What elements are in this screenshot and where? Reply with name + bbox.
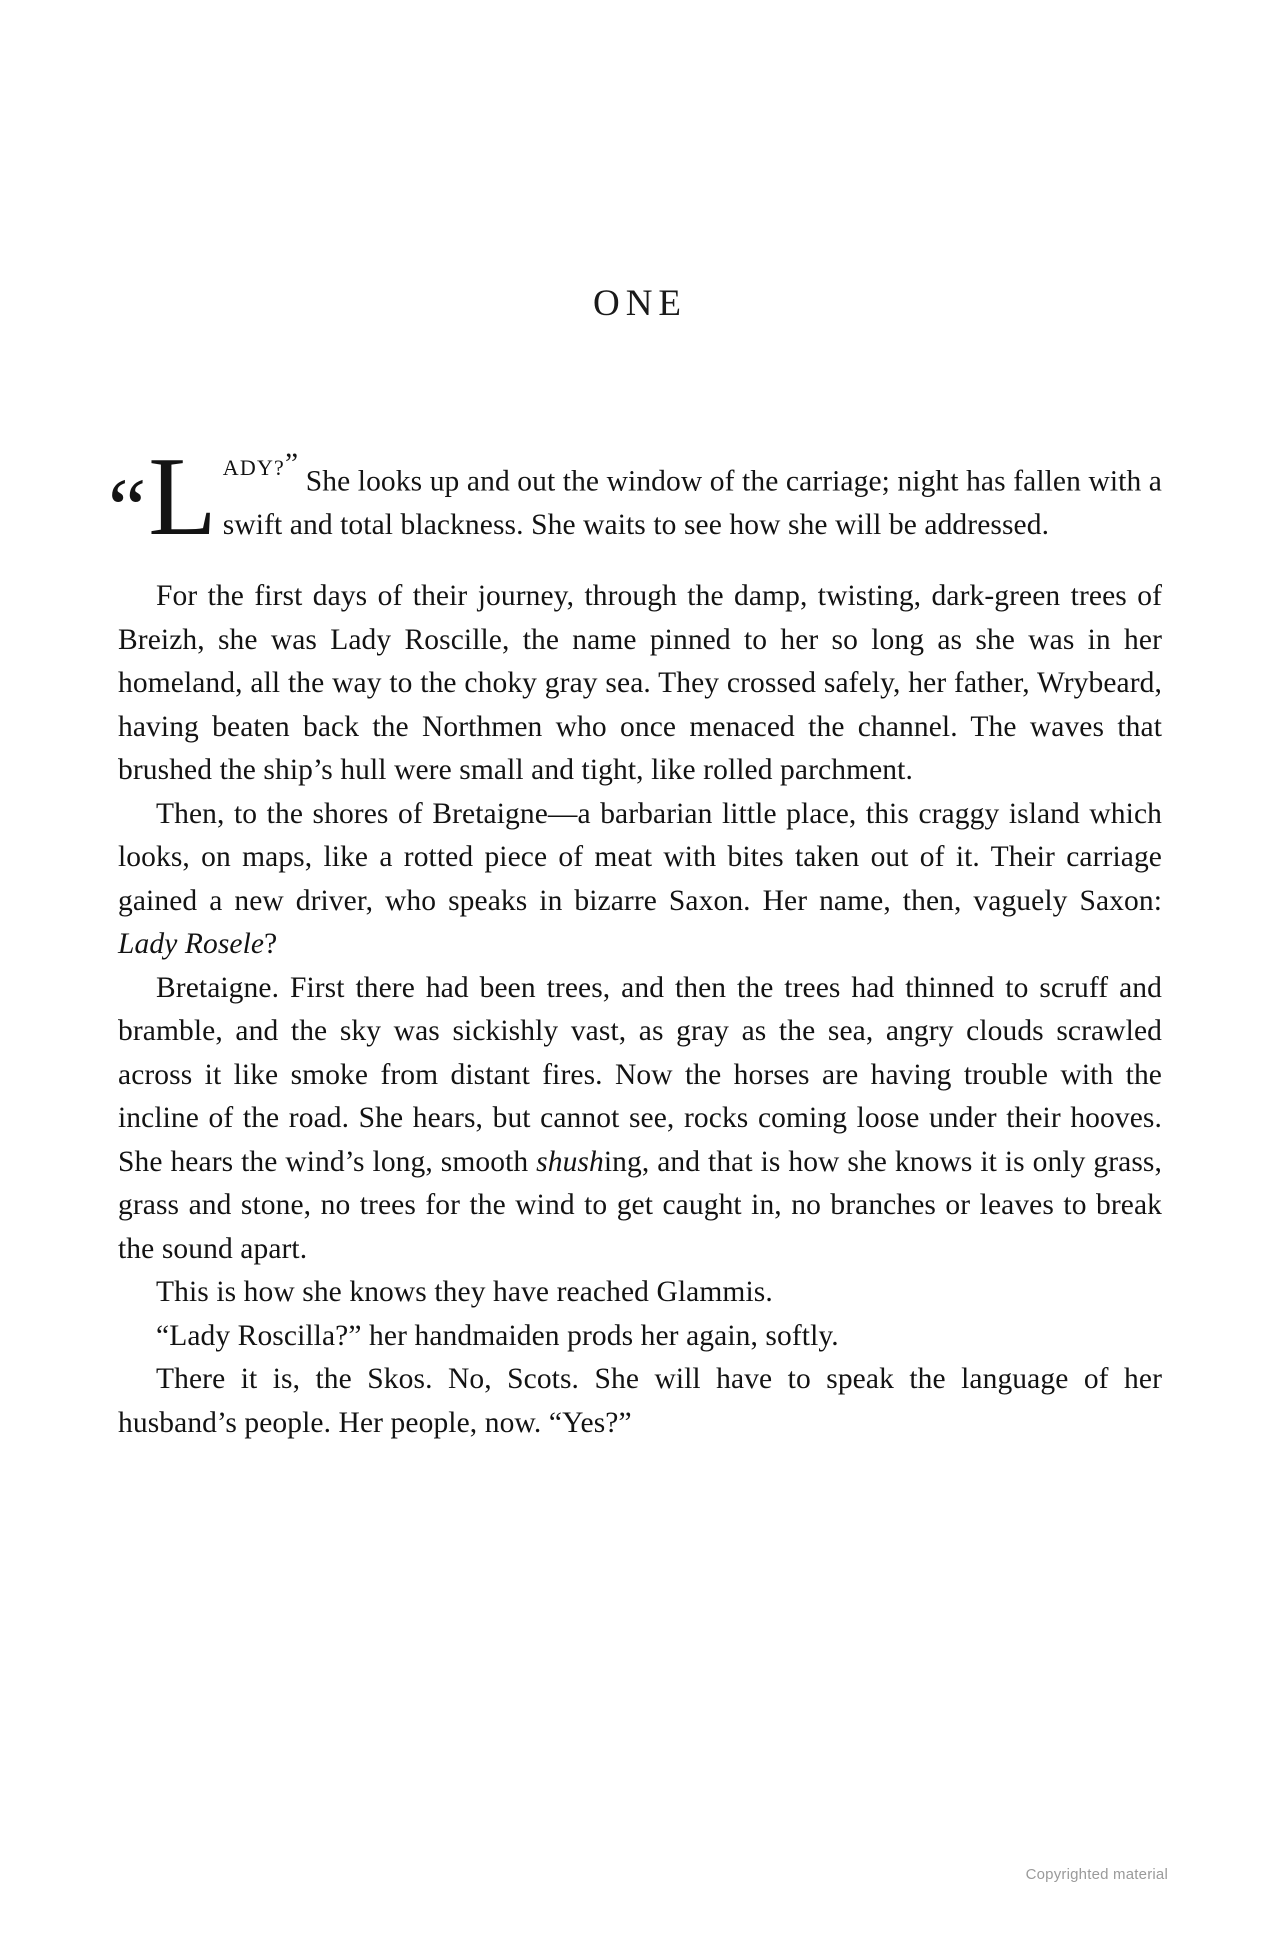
copyright-watermark: Copyrighted material bbox=[1025, 1866, 1168, 1883]
paragraph-text: Bretaigne. First there had been trees, and then the trees had thinned to scruff and bramble, and the sky was sickishly vast, as gray as the sea, angry clouds scrawled across it like smoke from distant fires. Now the horses are having trouble with the incline of the road. She hears, but cannot see, rocks coming loose under their hooves. She hears the wind’s long, smooth bbox=[118, 971, 1162, 1178]
paragraph-journey bbox=[118, 575, 1162, 793]
opening-paragraph-text: She looks up and out the window of the carriage; night has fallen with a swift and total blackness. She waits to see how she will be addressed. bbox=[222, 465, 1162, 542]
italic-word-shush: shush bbox=[536, 1145, 604, 1178]
paragraph-bretaigne-landscape bbox=[118, 967, 1162, 1272]
opening-quotation-mark: “ bbox=[108, 460, 147, 556]
paragraph-text: This is how she knows they have reached Glammis. bbox=[156, 1276, 773, 1308]
paragraph-text: “Lady Roscilla?” her handmaiden prods her again, softly. bbox=[156, 1319, 839, 1352]
italic-name-lady-rosele: Lady Rosele bbox=[118, 928, 265, 960]
paragraph-bretaigne-shores bbox=[118, 793, 1162, 967]
paragraph-text-tail: ing, and that is how she knows it is only grass, grass and stone, no trees for the wind to get caught in, no branches or leaves to break the sound apart. bbox=[118, 1145, 1162, 1265]
opening-paragraph bbox=[108, 435, 1162, 575]
paragraph-text: There it is, the Skos. No, Scots. She will have to speak the language of her husband’s people. Her people, now. “Yes?” bbox=[118, 1363, 1162, 1439]
paragraph-text-tail: ? bbox=[264, 928, 278, 960]
paragraph-handmaiden-dialogue bbox=[118, 1315, 1162, 1359]
page-content bbox=[108, 0, 1162, 1445]
small-caps-word: ADY? bbox=[222, 454, 286, 480]
closing-quotation-mark: ” bbox=[285, 448, 299, 480]
paragraph-text: For the first days of their journey, through the damp, twisting, dark-green trees of Breizh, she was Lady Roscille, the name pinned to her so long as she was in her homeland, all the way to the choky gray sea. They crossed safely, her father, Wrybeard, having beaten back the Northmen who once menaced the channel. The waves that brushed the ship’s hull were small and tight, like rolled parchment. bbox=[118, 580, 1162, 786]
paragraph-text: Then, to the shores of Bretaigne—a barbarian little place, this craggy island which looks, on maps, like a rotted piece of meat with bites taken out of it. Their carriage gained a new driver, who speaks in bizarre Saxon. Her name, then, vaguely Saxon: bbox=[118, 797, 1162, 917]
chapter-title: ONE bbox=[592, 283, 688, 324]
body-text bbox=[108, 435, 1162, 1445]
paragraph-glammis bbox=[118, 1271, 1162, 1315]
paragraph-scots bbox=[118, 1358, 1162, 1445]
drop-cap-letter: L bbox=[148, 435, 217, 559]
